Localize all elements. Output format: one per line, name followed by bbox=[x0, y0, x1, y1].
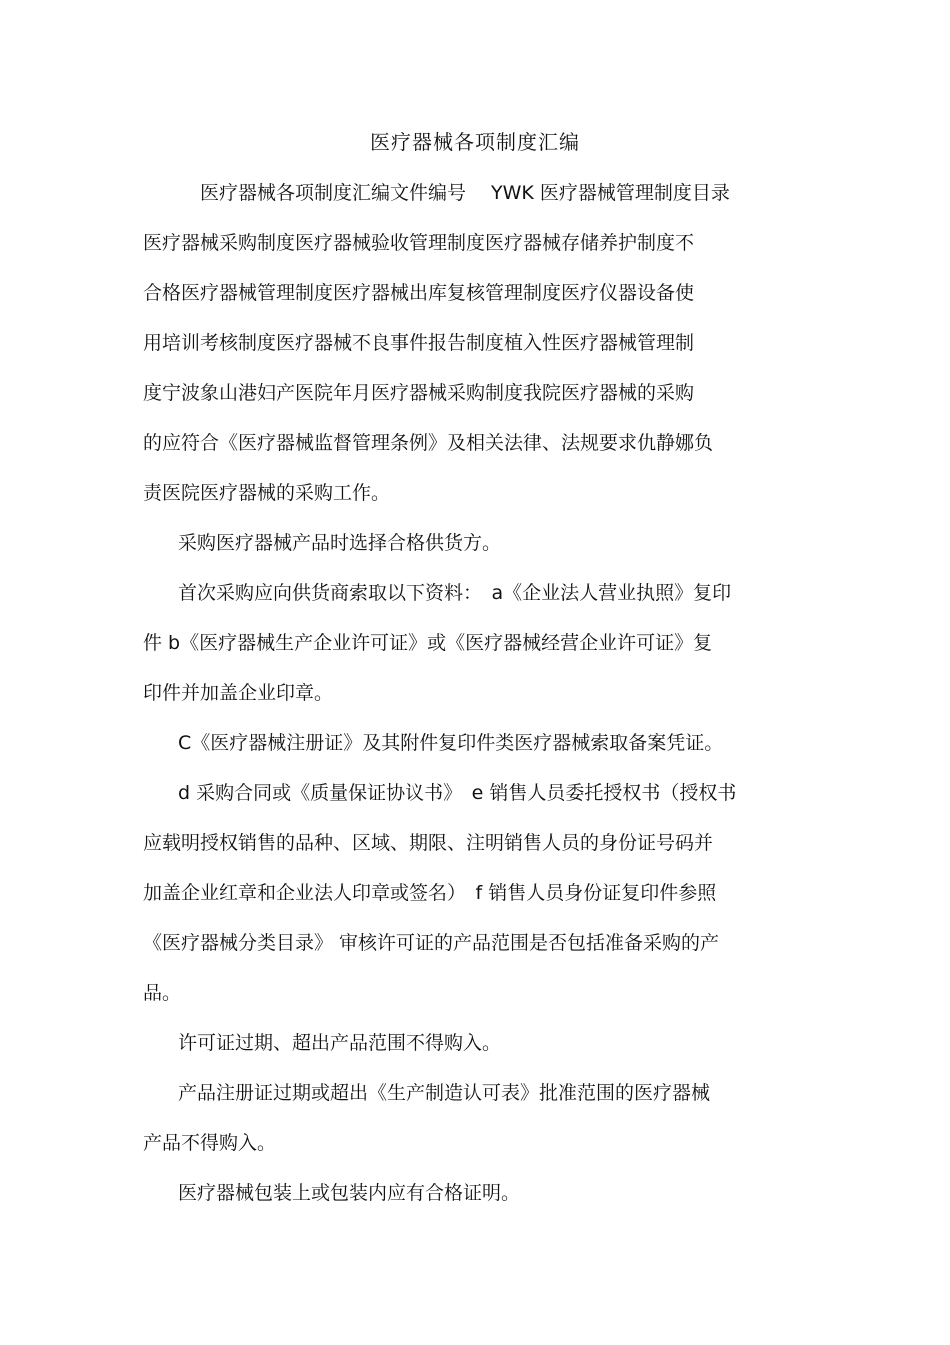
paragraph-line: 合格医疗器械管理制度医疗器械出库复核管理制度医疗仪器设备使 bbox=[143, 282, 695, 304]
paragraph-line: 印件并加盖企业印章。 bbox=[143, 682, 334, 704]
paragraph-line: 件 b《医疗器械生产企业许可证》或《医疗器械经营企业许可证》复 bbox=[143, 632, 713, 654]
paragraph-line: 加盖企业红章和企业法人印章或签名） f 销售人员身份证复印件参照 bbox=[143, 882, 717, 904]
paragraph-line: 《医疗器械分类目录》 审核许可证的产品范围是否包括准备采购的产 bbox=[143, 932, 720, 954]
paragraph-line: 用培训考核制度医疗器械不良事件报告制度植入性医疗器械管理制 bbox=[143, 332, 695, 354]
paragraph-line: 度宁波象山港妇产医院年月医疗器械采购制度我院医疗器械的采购 bbox=[143, 382, 695, 404]
paragraph-line: 责医院医疗器械的采购工作。 bbox=[143, 482, 391, 504]
paragraph-line: 医疗器械各项制度汇编文件编号 YWK 医疗器械管理制度目录 bbox=[200, 182, 730, 204]
paragraph-line: 医疗器械采购制度医疗器械验收管理制度医疗器械存储养护制度不 bbox=[143, 232, 695, 254]
paragraph-line: 品。 bbox=[143, 982, 182, 1004]
paragraph-line: 产品注册证过期或超出《生产制造认可表》批准范围的医疗器械 bbox=[178, 1082, 711, 1104]
paragraph-line: 应载明授权销售的品种、区域、期限、注明销售人员的身份证号码并 bbox=[143, 832, 714, 854]
paragraph-line: 采购医疗器械产品时选择合格供货方。 bbox=[178, 532, 502, 554]
paragraph-line: 医疗器械包装上或包装内应有合格证明。 bbox=[178, 1182, 521, 1204]
paragraph-line: 产品不得购入。 bbox=[143, 1132, 277, 1154]
paragraph-line: d 采购合同或《质量保证协议书》 e 销售人员委托授权书（授权书 bbox=[178, 782, 737, 804]
document-title: 医疗器械各项制度汇编 bbox=[370, 130, 580, 154]
paragraph-line: 许可证过期、超出产品范围不得购入。 bbox=[178, 1032, 502, 1054]
paragraph-line: C《医疗器械注册证》及其附件复印件类医疗器械索取备案凭证。 bbox=[178, 732, 724, 754]
paragraph-line: 首次采购应向供货商索取以下资料： a《企业法人营业执照》复印 bbox=[178, 582, 732, 604]
paragraph-line: 的应符合《医疗器械监督管理条例》及相关法律、法规要求仇静娜负 bbox=[143, 432, 714, 454]
